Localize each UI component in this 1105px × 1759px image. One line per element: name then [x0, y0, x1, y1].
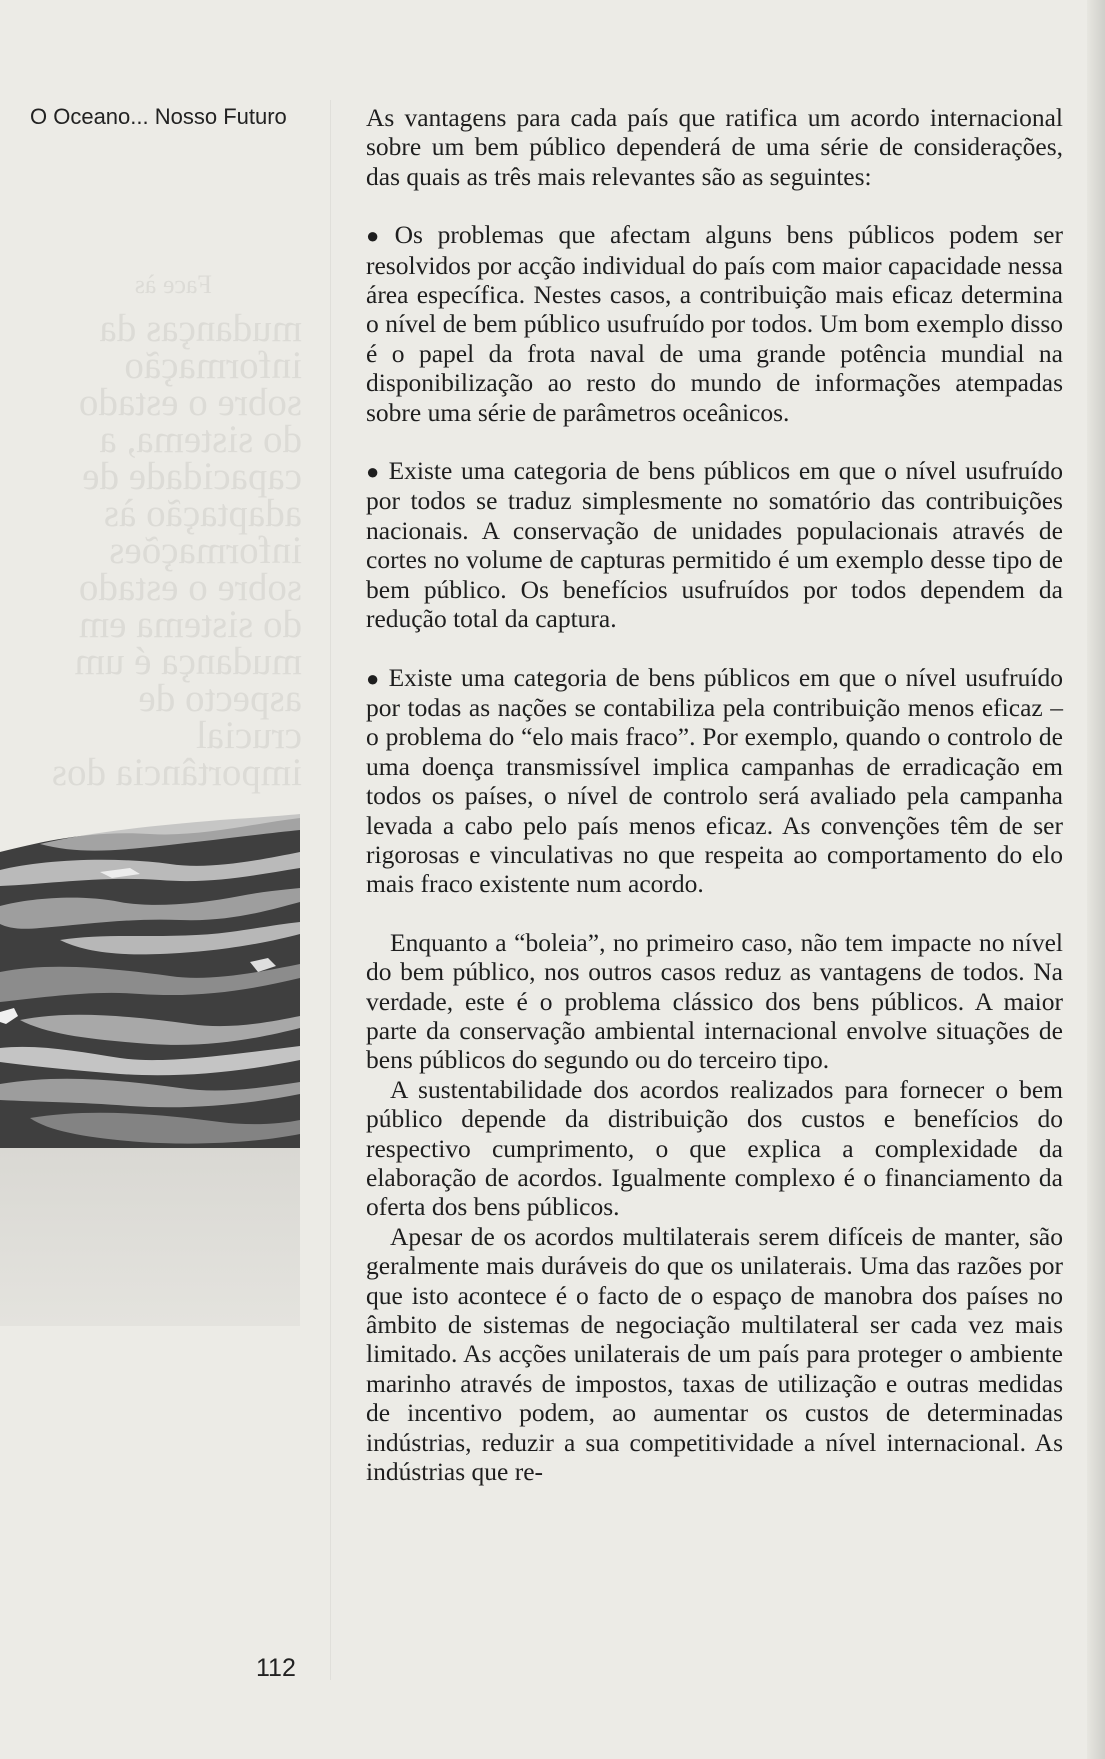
sidebar-quote-line: informação	[124, 344, 302, 387]
main-text-column	[366, 103, 1063, 1486]
sidebar-quote-line: crucial	[195, 714, 302, 757]
page-edge-shadow	[1087, 0, 1105, 1759]
sidebar-quote-line: importância dos	[51, 751, 302, 794]
sidebar-quote-line: do sistema em	[78, 603, 302, 646]
ocean-waves-photo	[0, 812, 300, 1148]
sidebar-quote-line: sobre o estado	[78, 566, 302, 609]
sidebar-quote-line: do sistema, a	[99, 418, 302, 461]
bullet-item	[366, 663, 1063, 899]
sidebar-quote-line: sobre o estado	[78, 381, 302, 424]
intro-paragraph: As vantagens para cada país que ratifica um acordo internacional sobre um bem público dependerá de uma série de considerações, das quais as três mais relevantes são as seguintes:	[366, 103, 1063, 191]
bullet-dot-icon: ●	[366, 223, 388, 249]
bullet-item	[366, 220, 1063, 427]
bullet-item	[366, 456, 1063, 633]
sidebar-quote-line: mudança é um	[74, 640, 302, 683]
body-paragraph: Apesar de os acordos multilaterais serem difíceis de manter, são geralmente mais duráveis do que os unilaterais. Uma das razões por que isto acontece é o facto de o espaço de manobra dos países no âmbito de sistemas de negociação multilateral ser cada vez mais limitado. As acções unilaterais de um país para proteger o ambiente marinho através de impostos, taxas de utilização e outras medidas de incentivo podem, ao aumentar os custos de determinadas indústrias, reduzir a sua competitividade a nível internacional. As indústrias que re-	[366, 1221, 1063, 1487]
photo-shadow-area	[0, 1148, 300, 1326]
running-head: O Oceano... Nosso Futuro	[30, 104, 287, 129]
sidebar-quote-line: capacidade de	[82, 455, 302, 498]
body-paragraph: A sustentabilidade dos acordos realizados para fornecer o bem público depende da distribuição dos custos e benefícios do respectivo cumprimento, o que explica a complexidade da elaboração de acordos. Igualmente complexo é o financiamento da oferta dos bens públicos.	[366, 1074, 1063, 1222]
bullet-text: Existe uma categoria de bens públicos em que o nível usufruído por todas as nações se contabiliza pela contribuição menos eficaz – o problema do “elo mais fraco”. Por exemplo, quando o controlo de uma doença transmissível implica campanhas de erradicação em todos os países, o nível de controlo será avaliado pela campanha levada a cabo pelo país menos eficaz. As convenções têm de ser rigorosas e vinculativas no que respeita ao comportamento do elo mais fraco existente num acordo.	[366, 662, 1064, 899]
bullet-text: Existe uma categoria de bens públicos em que o nível usufruído por todos se traduz simplesmente no somatório das contribuições nacionais. A conservação de unidades populacionais através de cortes no volume de capturas permitido é um exemplo desse tipo de bem público. Os benefícios usufruídos por todos dependem da redução total da captura.	[366, 456, 1064, 634]
body-paragraph: Enquanto a “boleia”, no primeiro caso, não tem impacte no nível do bem público, nos outros casos reduz as vantagens de todos. Na verdade, este é o problema clássico dos bens públicos. A maior parte da conservação ambiental internacional envolve situações de bens públicos do segundo ou do terceiro tipo.	[366, 927, 1063, 1075]
sidebar-quote-line: Face às	[134, 270, 212, 299]
bullet-dot-icon: ●	[366, 459, 382, 485]
bullet-text: Os problemas que afectam alguns bens públicos podem ser resolvidos por acção individual do país com maior capacidade nessa área específica. Nestes casos, a contribuição mais eficaz determina o nível de bem público usufruído por todos. Um bom exemplo disso é o papel da frota naval de uma grande potência mundial na disponibilização ao resto do mundo de informações atempadas sobre uma série de parâmetros oceânicos.	[366, 220, 1063, 427]
column-divider	[330, 100, 331, 1680]
sidebar-quote-line: adaptação às	[103, 492, 302, 535]
sidebar-quote-line: informações	[109, 529, 302, 572]
page-number: 112	[256, 1654, 296, 1682]
sidebar-quote-line: mudanças da	[99, 307, 302, 350]
sidebar-quote-line: aspecto de	[138, 677, 302, 720]
sidebar-show-through-quote	[22, 270, 302, 794]
bullet-dot-icon: ●	[366, 665, 382, 691]
